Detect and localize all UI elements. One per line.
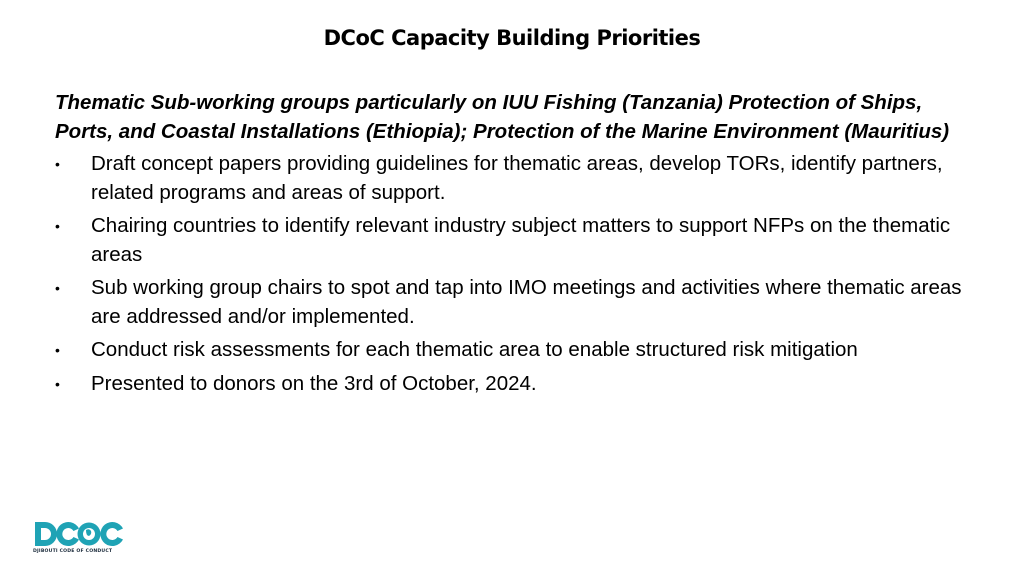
bullet-text: Conduct risk assessments for each thematic area to enable structured risk mitigation [91,338,858,361]
bullet-text: Chairing countries to identify relevant industry subject matters to support NFPs on the thematic areas [91,214,951,266]
dcoc-logo-subtitle: DJIBOUTI CODE OF CONDUCT [33,549,113,554]
bullet-item [55,212,985,269]
bullet-item [55,150,985,207]
dcoc-logo [33,519,125,557]
bullet-marker: • [55,280,60,296]
bullet-item [55,370,985,399]
bullet-marker: • [55,342,60,358]
bullet-marker: • [55,218,60,234]
slide-title: DCoC Capacity Building Priorities [323,26,701,50]
bullet-marker: • [55,375,60,392]
bullet-list [55,150,985,398]
bullet-marker: • [55,156,60,172]
slide-content [55,89,985,403]
bullet-item [55,274,985,331]
bullet-text: Sub working group chairs to spot and tap into IMO meetings and activities where thematic areas are addressed and/or implemented. [91,276,962,328]
bullet-text: Presented to donors on the 3rd of October, 2024. [91,371,537,395]
intro-text: Thematic Sub-working groups particularly on IUU Fishing (Tanzania) Protection of Ships, Ports, and Coastal Installations (Ethiopia); Protection of the Marine Environment (Mauritius) [55,91,950,143]
bullet-text: Draft concept papers providing guidelines for thematic areas, develop TORs, identify partners, related programs and areas of support. [91,152,943,204]
dcoc-logo-mark [33,519,125,549]
bullet-item [55,336,985,365]
